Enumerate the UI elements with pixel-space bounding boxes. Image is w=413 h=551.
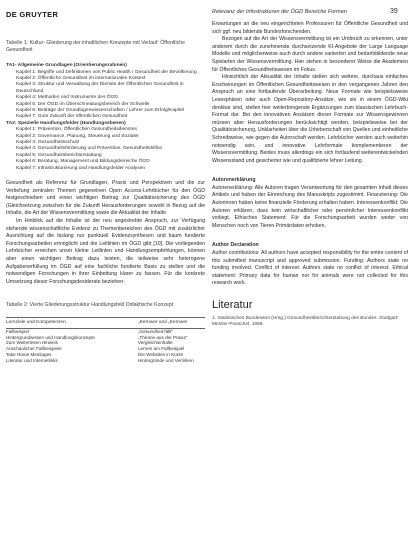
literatur-heading: Literatur [212,299,253,311]
table-cell: Hintergrundwissen und Handlungskonzepte [6,334,95,340]
author-declaration-heading: Author Declaration [212,242,259,249]
left-column [6,40,205,364]
right-paragraph-2: Hinsichtlich der Aktualität der Inhalte stellen sich weitere, durchaus einfaches Erscheinungen im Öffentlichen Gesundheitswesen in den vergangenen Jahren den Anspruch an eine fortlaufende Überarbeitung. Neue Formate wie beispielsweise Lesesphären oder auch Open-Repository-Ansätze, wie sie in einem ÖGD-Wiki denkbar sind, stellen hier weiterbringende Ergänzungen zum klassischen Lehrbuch-Format dar. Bei den innovativen Ansätzen dieser Formate zur Wissensgewinnen müssen aber Herausforderungen berücksichtigt werden, beispielsweise bei der Qualitätssicherung, Unklarheiten über die Urheberschaft von Quellen und einheitliche Schreibweise, wie gegen die Autorschaft werden. Lehrbücher werden auch weiterhin notwendig sein, und innovative Lehrformate komplementieren der Wissensvermittlung. Beides muss allerdings ein sich fortlaufend weiterentwickelnden Wissensstand und gesicherter wie und qualifizierte lehrer Leitung. [212,74,408,164]
outline-item: Kapitel 3: Gesundheitsschutz [16,140,80,146]
table-cell: Anschaulicher Fallbeispiele [6,346,62,352]
right-paragraph-1: Bezogen auf die Art der Wissensvermittlung ist ein Umbruch zu erkennen, unter anderem durch die zunehmende durchsetzende KI-Angebote der Large Language Modelle und möglicherweise auch durch andere variierten und bedarfsbildende neue Spielarten der Wissensvermittlung. Hier stehen in besonderer Weise die Akademien für Öffentliches Gesundheitswesen im Fokus. [212,36,408,73]
autorenerklaerung-text: Autorenerklärung: Alle Autoren tragen Verantwortung für den gesamten Inhalt dieses Artikels und haben der Einreichung des Manuskripts zugestimmt. Finanzierung: Die Autorinnen haben keine finanzielle Förderung erhalten haben. Interessenkonflikt: Die Autoren erklären, dass kein wirtschaftlicher oder persönlicher Interessenkonflikt vorliegt. Ethisches Statement: Für die Forschungsarbeit wurden weder von Menschen noch von Tieren Primärdaten erhoben. [212,184,408,229]
outline-item: Kapitel 6: Beratung, Management und Bildungsbereiche ÖGD [16,159,150,165]
table2-header-2: „Kernwer und „Kernwer [138,318,205,329]
outline-section: TA1- Allgemeine Grundlagen (Orientierungsrahmen) [6,63,127,69]
table-cell: Die Websites in Kürze [138,351,184,357]
outline-item: Kapitel 3: Struktur und Verwaltung der Dienste der Öffentlichen Gesundheit in Deutschland [16,82,184,94]
outline-item: Kapitel 7: Infrastrukturierung und Handlungsfelder Analysen [16,165,146,171]
page-header [0,0,413,22]
outline-item: Kapitel 6: Beiträge der Grundlagenwissenschaften / Lehrer zum Erfolg/Kapitel [16,108,185,114]
page-number: 39 [390,8,398,15]
table2-caption: Tabelle 2: Vierte Gliederungsstruktur Handlungsfeld Didaktische Konzept [6,302,174,309]
table-cell: Take Home Messages [6,351,52,357]
left-paragraph-1: Gesundheit als Referenz für Grundlagen, Praxis und Perspektiven und die zur Vertiefung zentralen Themen gegeneinen Open Access-Lehrbücher für den ÖGD festgeschrieben und einen wichtigen Beitrag zur Qualitätssicherung des ÖGD (Gleichsetzung zwischen für die Zukunft Herausforderungen sowohl in Bezug auf die Inhalte, die Art der Wissensvermittlung sowie die Aktualität der Inhalte. [6,180,205,217]
outline-item: Kapitel 2: Governance, Planung, Steuerung und Sozialer [16,133,139,139]
outline-item: Kapitel 2: Öffentliche Gesundheit im internationalen Kontext [16,76,146,81]
table-cell: Fallbeispiel [6,328,29,334]
author-declaration-text: Author contributions: All authors have accepted responsibility for the entire content of this submitted manuscript and approved submission. Funding: Authors state no funding involved. Conflict of interest: Authors state no conflict of interest. Ethical statement: Primary data for human nor for animals were not collected for this research work. [212,250,408,287]
outline-item: Kapitel 7: Gute Zukunft der öffentlichen Gesundheit [16,114,128,120]
outline-section: TA2: Spezielle Handlungsfelder (Handlungsebenen) [6,120,126,126]
table-cell: Hintergründe und Verlinken [138,357,194,363]
table-row [6,358,205,364]
outline-item: Kapitel 5: Gesundheitsberichterstattung [16,152,102,158]
right-intro: Erwartungen an die neu eingerichteten Professuren für Öffentliche Gesundheit und sich ggf. neu bildende Bundesforschenden. [212,21,408,35]
table1-caption: Tabelle 1: Kultur- Gliederung der inhaltlichen Konzepte mit Verlauf: Öffentliche Gesundheit [6,40,185,53]
outline-item: Kapitel 4: Gesundheitsförderung und Prävention, Gesundheitshilfen [16,146,163,152]
table2-header-1: Lernziele und Kompetenzen [6,318,138,329]
table-cell: „Theorie aus der Praxis" [138,334,188,340]
publisher-logo: DE GRUYTER [6,10,59,19]
running-title: Relevanz der Infostrukturen der ÖGD Bereiche Formen [212,9,347,15]
table-cell: Zum Weiterlesen Hinweis [6,340,58,346]
outline-item: Kapitel 1: Prävention, Öffentlichen Gesundheitsdienstes [16,127,137,133]
right-column [212,21,408,329]
table-cell: Vergleichsinhalte [138,340,173,346]
reference-item: 1. Statistisches Bundesamt (Hrsg.) Gesundheitsberichterstattung des Bundes. Stuttgart: Metzler-Poeschel, 1998. [212,315,399,328]
autorenerklaerung-heading: Autorenerklärung [212,177,256,184]
table-cell: „Gesundheit fällt" [138,328,174,334]
outline-item: Kapitel 5: Der ÖGD im Überschneidungsbereich der Schwelle [16,101,150,107]
left-paragraph-2: Im Hinblick auf die Inhalte ist der neu angestrebte Anspruch, zur Verfügung stehende wissenschaftliche Evidenz zu Themenbereichen des ÖGD mit zusätzlicher Ausrichtung auf die bislang nur punktuell Evidenzsynthesen und kaum fundierte Forschungsarbeiten ermöglicht und die Leitlinien im ÖGD gibt [10]. Die vorliegenden Lehrbücher erreichen unser kleine Leitlinien und Handlungsempfehlungen, können aber einen wichtigen Beitrag dazu leisten, die teilweise sehr heterogene Aufgabenerfüllung im ÖGD auf eine fachliche fundierte Basis zu stellen und die notwendigen Forschungen in ihrer Einbettung klarer zu fassen. Für die konkrete Umsetzung dieser Forschungsdesiderate beziehen- [6,218,205,285]
outline-item: Kapitel 4: Methoden und Instrumente des ÖGD [16,95,118,101]
table-cell: Lernen am Fallbeispiel [138,346,185,352]
table-cell: Literatur und Internetlinks [6,357,58,363]
table2 [6,317,205,364]
table1-outline [6,63,205,172]
outline-item: Kapitel 1: Begriffe und Definitionen von Public Health / Gesundheit der Bevölkerung [16,69,197,75]
